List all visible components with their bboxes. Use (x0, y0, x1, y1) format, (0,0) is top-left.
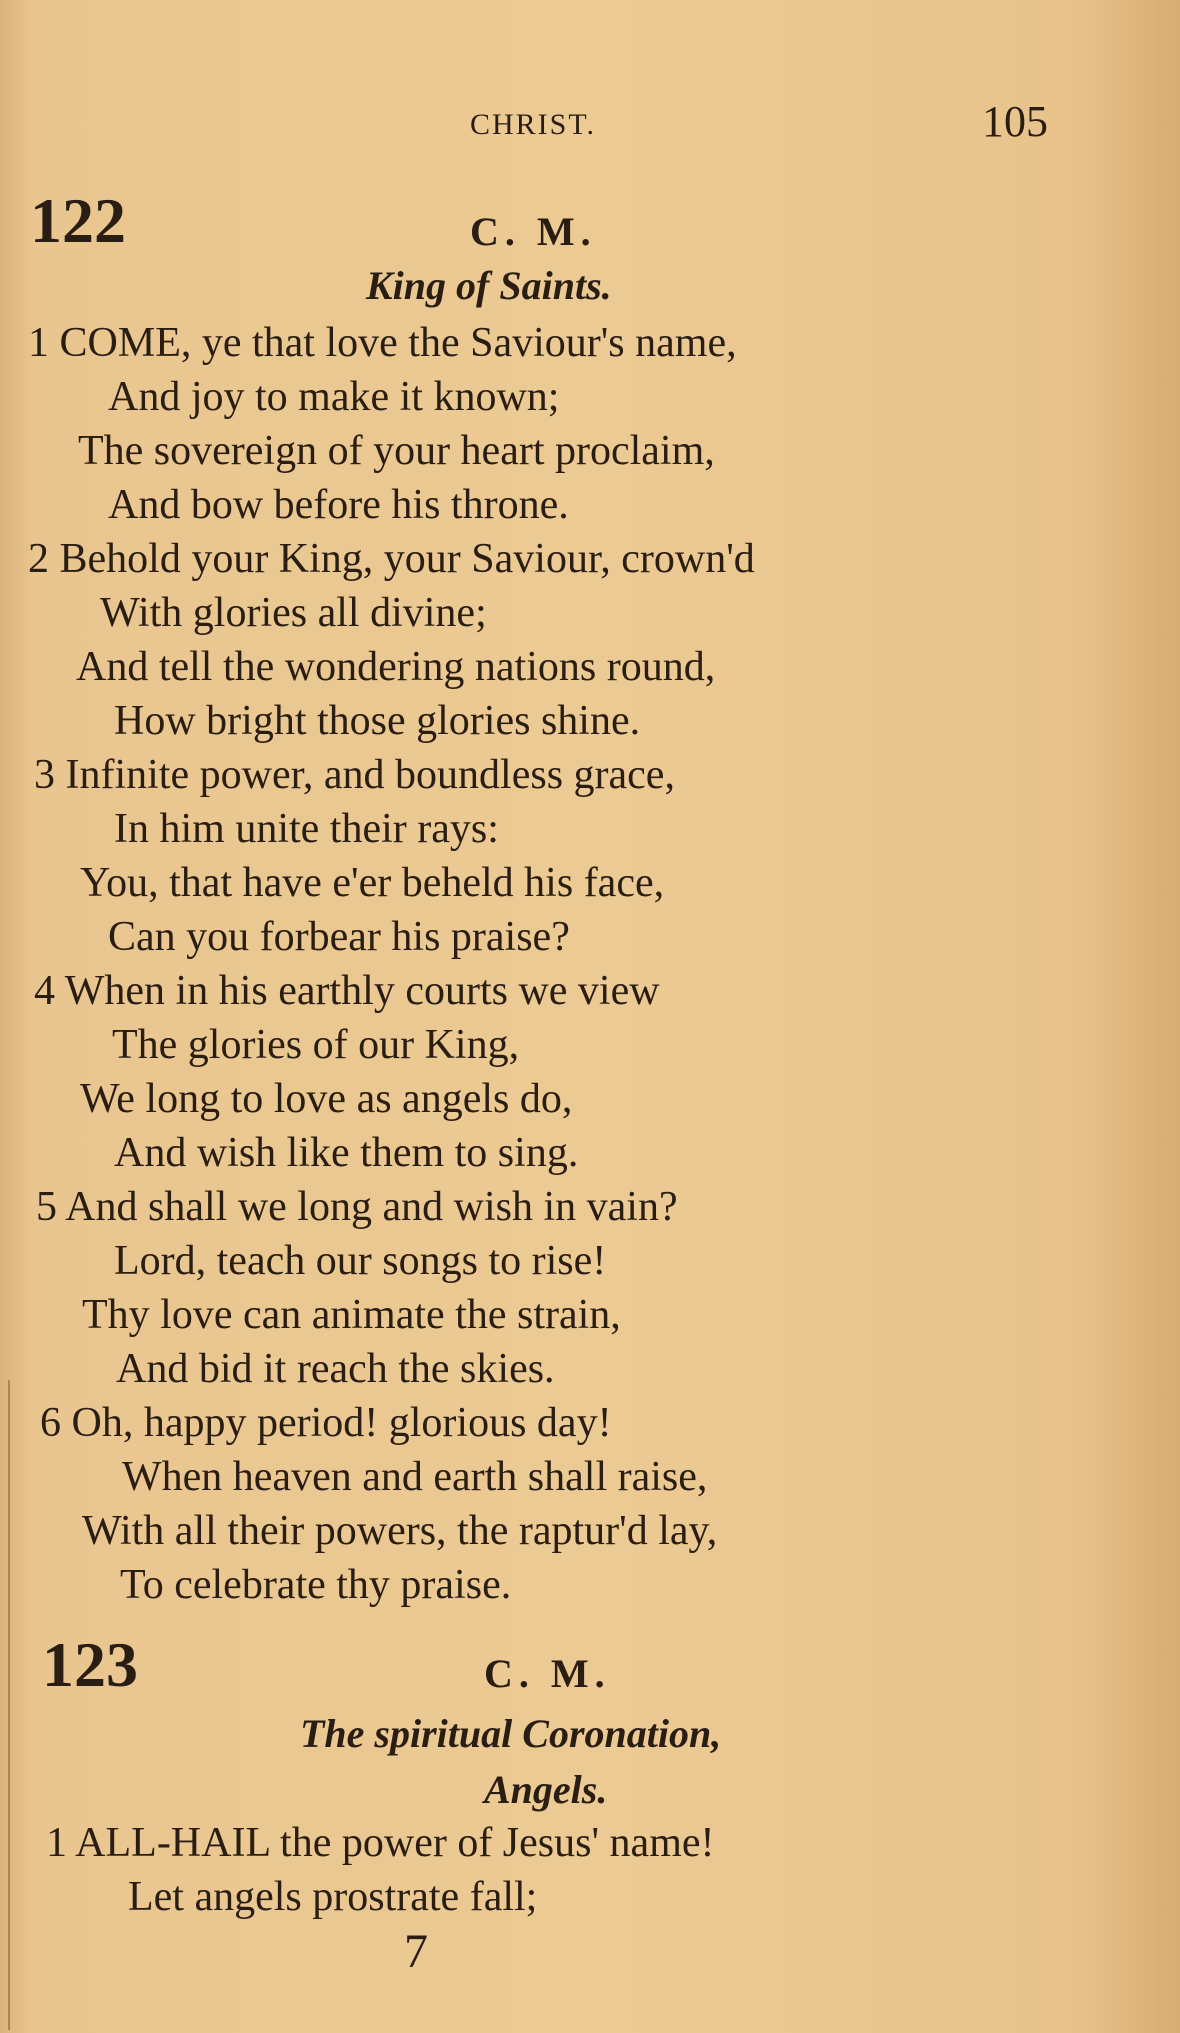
verse-line: 1 ALL-HAIL the power of Jesus' name! (46, 1820, 715, 1866)
verse-line: And tell the wondering nations round, (76, 644, 716, 690)
verse-line: Let angels prostrate fall; (128, 1874, 538, 1920)
verse-line: With glories all divine; (100, 590, 487, 636)
verse-line: Thy love can animate the strain, (82, 1292, 621, 1338)
verse-line: Can you forbear his praise? (108, 914, 570, 960)
verse-line: And bow before his throne. (108, 482, 569, 528)
verse-line: You, that have e'er beheld his face, (80, 860, 665, 906)
hymn-title: King of Saints. (366, 263, 612, 308)
verse-line: Lord, teach our songs to rise! (114, 1238, 607, 1284)
page-edge-shadow (8, 1380, 10, 2030)
verse-line: The glories of our King, (112, 1022, 520, 1068)
verse-line: 2 Behold your King, your Saviour, crown'd (28, 536, 755, 582)
verse-line: And joy to make it known; (108, 374, 560, 420)
signature-mark: 7 (404, 1925, 428, 1978)
hymn-meter: C. M. (484, 1651, 611, 1696)
verse-line: And bid it reach the skies. (116, 1346, 555, 1392)
verse-line: How bright those glories shine. (114, 698, 641, 744)
verse-line: To celebrate thy praise. (120, 1562, 512, 1608)
verse-line: 6 Oh, happy period! glorious day! (40, 1400, 612, 1446)
verse-line: And wish like them to sing. (114, 1130, 579, 1176)
hymn-meter: C. M. (470, 209, 597, 254)
hymn-number: 122 (30, 185, 126, 256)
verse-line: We long to love as angels do, (80, 1076, 573, 1122)
verse-line: 4 When in his earthly courts we view (34, 968, 660, 1014)
hymn-title-continued: Angels. (484, 1767, 608, 1812)
verse-line: 3 Infinite power, and boundless grace, (34, 752, 675, 798)
verse-line: In him unite their rays: (114, 806, 499, 852)
hymn-number: 123 (42, 1629, 138, 1700)
verse-line: 1 COME, ye that love the Saviour's name, (28, 320, 737, 366)
running-head: CHRIST. (470, 108, 596, 141)
verse-line: When heaven and earth shall raise, (122, 1454, 708, 1500)
verse-line: With all their powers, the raptur'd lay, (82, 1508, 718, 1554)
page-number: 105 (982, 97, 1048, 146)
hymn-title: The spiritual Coronation, (300, 1711, 722, 1756)
verse-line: 5 And shall we long and wish in vain? (36, 1184, 678, 1230)
verse-line: The sovereign of your heart proclaim, (78, 428, 715, 474)
